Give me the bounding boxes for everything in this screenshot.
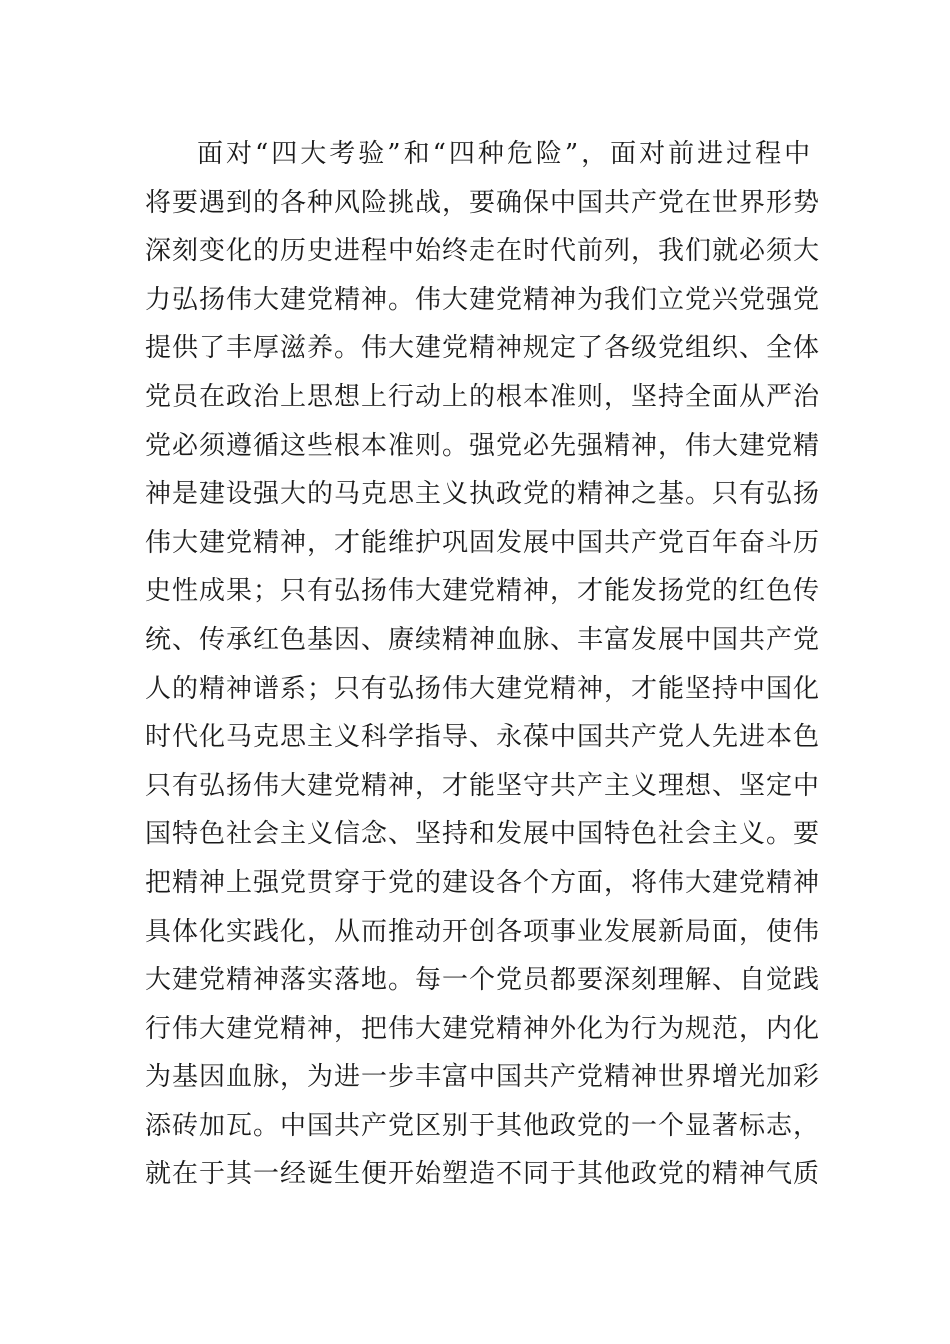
body-paragraph xyxy=(145,130,825,1199)
text-line: 史性成果；只有弘扬伟大建党精神，才能发扬党的红色传 xyxy=(145,576,821,607)
text-line: 把精神上强党贯穿于党的建设各个方面，将伟大建党精神 xyxy=(145,867,821,898)
text-line: 提供了丰厚滋养。伟大建党精神规定了各级党组织、全体 xyxy=(145,333,821,364)
text-line: 面对“四大考验”和“四种危险”，面对前进过程中 xyxy=(197,139,814,169)
text-line: 力弘扬伟大建党精神。伟大建党精神为我们立党兴党强党 xyxy=(145,284,821,315)
text-line: 只有弘扬伟大建党精神，才能坚守共产主义理想、坚定中 xyxy=(145,770,821,801)
text-line: 伟大建党精神，才能维护巩固发展中国共产党百年奋斗历 xyxy=(145,527,821,558)
text-line: 党必须遵循这些根本准则。强党必先强精神，伟大建党精 xyxy=(145,430,821,461)
text-line: 时代化马克思主义科学指导、永葆中国共产党人先进本色 xyxy=(145,722,821,753)
text-line: 将要遇到的各种风险挑战，要确保中国共产党在世界形势 xyxy=(145,187,821,218)
text-line: 添砖加瓦。中国共产党区别于其他政党的一个显著标志， xyxy=(145,1110,821,1141)
text-line: 党员在政治上思想上行动上的根本准则，坚持全面从严治 xyxy=(145,381,821,412)
text-line: 就在于其一经诞生便开始塑造不同于其他政党的精神气质 xyxy=(145,1159,821,1190)
text-line: 为基因血脉，为进一步丰富中国共产党精神世界增光加彩 xyxy=(145,1062,821,1093)
text-line: 深刻变化的历史进程中始终走在时代前列，我们就必须大 xyxy=(145,236,821,267)
text-line: 大建党精神落实落地。每一个党员都要深刻理解、自觉践 xyxy=(145,965,821,996)
text-line: 统、传承红色基因、赓续精神血脉、丰富发展中国共产党 xyxy=(145,624,821,655)
text-line: 国特色社会主义信念、坚持和发展中国特色社会主义。要 xyxy=(145,819,821,850)
text-line: 神是建设强大的马克思主义执政党的精神之基。只有弘扬 xyxy=(145,479,821,510)
text-line: 具体化实践化，从而推动开创各项事业发展新局面，使伟 xyxy=(145,916,821,947)
text-line: 人的精神谱系；只有弘扬伟大建党精神，才能坚持中国化 xyxy=(145,673,821,704)
text-line: 行伟大建党精神，把伟大建党精神外化为行为规范，内化 xyxy=(145,1013,821,1044)
